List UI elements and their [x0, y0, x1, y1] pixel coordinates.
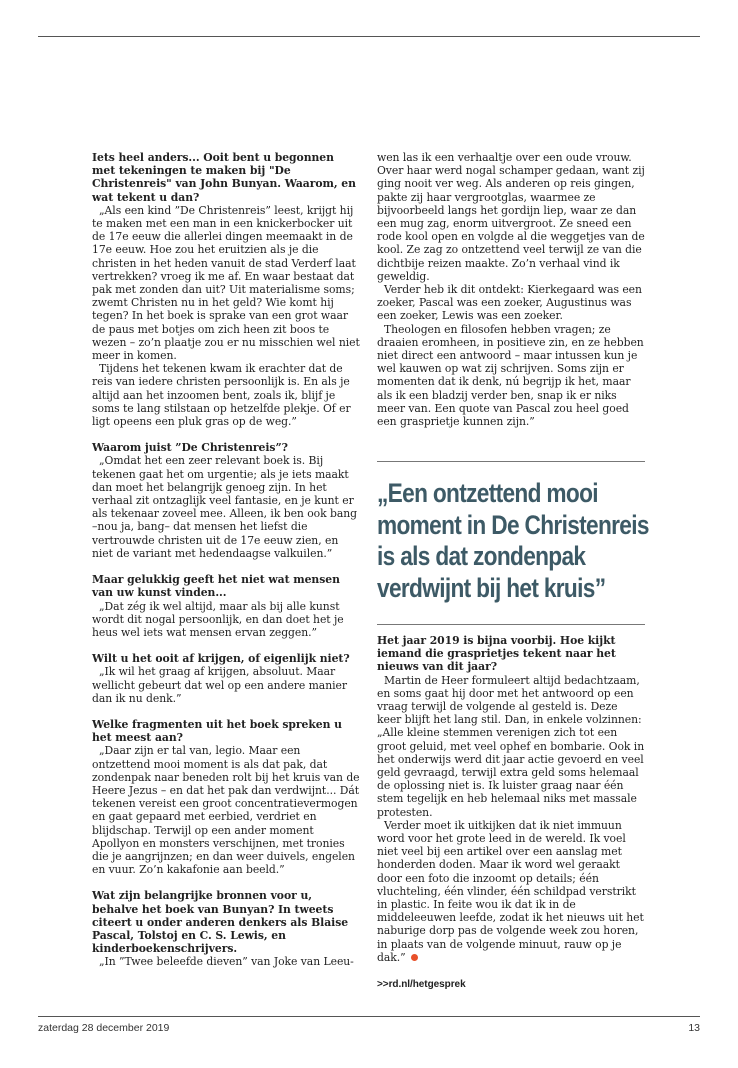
interview-question: Waarom juist ”De Christenreis”? [92, 441, 288, 455]
interview-answer: „In ”Twee beleefde dieven” van Joke van Leeu- [99, 955, 354, 969]
interview-question: Wat zijn belangrijke bronnen voor u, behalve het boek van Bunyan? In tweets citeert u onder anderen denkers als Blaise Pascal, Tolstoj en C. S. Lewis, en kinderboekenschrijvers. [92, 889, 349, 956]
paragraph-gap [92, 639, 360, 652]
interview-question: Welke fragmenten uit het boek spreken u het meest aan? [92, 717, 342, 745]
interview-answer: Verder moet ik uitkijken dat ik niet immuun word voor het grote leed in de wereld. Ik voel niet veel bij een artikel over een aanslag met honderden doden. Maar ik word wel geraakt door een foto die inzoomt op details; één vluchteling, één vlinder, één schildpad verstrikt in plastic. In feite wou ik dat ik in de middeleeuwen leefde, zodat ik het nieuws uit het naburige dorp pas de volgende week zou horen, in plaats van de volgende minuut, rauw op je dak.” [377, 818, 644, 964]
pullquote-rule-top [377, 461, 645, 462]
interview-answer: „Daar zijn er tal van, legio. Maar een ontzettend mooi moment is als dat pak, dat zondenpak naar beneden rolt bij het kruis van de Heere Jezus – en dat het pak dan verdwijnt... Dát tekenen vereist een groot concentratievermogen en gaat gepaard met eerbied, verdriet en blijdschap. Terwijl op een ander moment Apollyon en monsters verschijnen, met tronies die je aangrijnzen; en dan weer duivels, engelen en vuur. Zo’n kakafonie aan beeld.” [92, 744, 360, 877]
article-column-right-bottom [377, 634, 645, 991]
pullquote: „Een ontzettend mooi moment in De Christenreis is als dat zondenpak verdwijnt bij het kruis” [377, 478, 649, 603]
end-mark-icon [411, 954, 418, 961]
bottom-rule [38, 1016, 700, 1017]
interview-answer: „Ik wil het graag af krijgen, absoluut. Maar wellicht gebeurt dat wel op een andere manier dan ik nu denk.” [92, 665, 347, 705]
interview-question: Het jaar 2019 is bijna voorbij. Hoe kijkt iemand die grasprietjes tekent naar het nieuws van dit jaar? [377, 634, 616, 674]
interview-answer: Tijdens het tekenen kwam ik erachter dat de reis van iedere christen persoonlijk is. En als je altijd aan het inzoomen bent, zoals ik, blijf je soms te lang stilstaan op hetzelfde plekje. Of er ligt opeens een pluk gras op de weg.” [92, 362, 351, 429]
paragraph-gap [92, 705, 360, 718]
article-link[interactable]: >>rd.nl/hetgesprek [377, 979, 466, 991]
interview-question: Wilt u het ooit af krijgen, of eigenlijk niet? [92, 652, 350, 666]
paragraph-gap [92, 428, 360, 441]
interview-answer: „Omdat het een zeer relevant boek is. Bij tekenen gaat het om urgentie; als je iets maakt dan moet het belangrijk genoeg zijn. In het verhaal zit ontzaglijk veel fantasie, en je kunt er als tekenaar zoveel mee. Alleen, ik ben ook bang –nou ja, bang– dat mensen het liefst die vertrouwde christen uit de 17e eeuw zien, en niet de variant met hedendaagse valkuilen.” [92, 454, 357, 560]
article-column-right-top [377, 151, 645, 428]
paragraph-gap [92, 560, 360, 573]
article-column-left [92, 151, 360, 969]
interview-answer: „Als een kind ”De Christenreis” leest, krijgt hij te maken met een man in een knickerbocker uit de 17e eeuw die allerlei dingen meemaakt in de 17e eeuw. Hoe zou het eruitzien als je die christen in het heden vanuit de stad Verderf laat vertrekken? vroeg ik me af. En waar bestaat dat pak met zonden dan uit? Uit materialisme soms; zwemt Christen nu in het geld? Wie komt hij tegen? In het boek is sprake van een grot waar de paus met botjes om zich heen zit boos te wezen – zo’n plaatje zou er nu misschien wel niet meer in komen. [92, 203, 360, 363]
interview-answer: Theologen en filosofen hebben vragen; ze draaien eromheen, in positieve zin, en ze hebben niet direct een antwoord – maar intussen kun je wel kauwen op wat zij schrijven. Soms zijn er momenten dat ik denk, nú begrijp ik het, maar als ik een bladzij verder ben, snap ik er niks meer van. Een quote van Pascal zou heel goed een grasprietje kunnen zijn.” [377, 322, 644, 429]
top-rule [38, 36, 700, 37]
page-number: 13 [688, 1022, 700, 1034]
interview-answer: „Dat zég ik wel altijd, maar als bij alle kunst wordt dit nogal persoonlijk, en dan doet het je heus wel iets wat mensen ervan zeggen.” [92, 599, 344, 639]
interview-answer: Verder heb ik dit ontdekt: Kierkegaard was een zoeker, Pascal was een zoeker, Augustinus was een zoeker, Lewis was een zoeker. [377, 283, 642, 323]
paragraph-gap [92, 876, 360, 889]
interview-question: Maar gelukkig geeft het niet wat mensen van uw kunst vinden... [92, 573, 340, 600]
footer-date: zaterdag 28 december 2019 [38, 1022, 170, 1034]
pullquote-rule-bottom [377, 624, 645, 625]
interview-answer: wen las ik een verhaaltje over een oude vrouw. Over haar werd nogal schamper gedaan, want zij ging nooit ver weg. Als anderen op reis gingen, pakte zij haar vergrootglas, waarmee ze bijvoorbeeld langs het gordijn liep, waar ze dan een mug zag, enorm uitvergroot. Ze sneed een rode kool open en volgde al die weggetjes van de kool. Ze zag zo ontzettend veel terwijl ze van die dichtbije reizen maakte. Zo’n verhaal vind ik geweldig. [377, 151, 645, 283]
interview-question: Iets heel anders... Ooit bent u begonnen met tekeningen te maken bij "De Christenreis" van John Bunyan. Waarom, en wat tekent u dan? [92, 151, 356, 204]
interview-answer: Martin de Heer formuleert altijd bedachtzaam, en soms gaat hij door met het antwoord op een vraag terwijl de volgende al gesteld is. Deze keer blijft het lang stil. Dan, in enkele volzinnen: „Alle kleine stemmen verenigen zich tot een groot geluid, met veel ophef en bombarie. Ook in het onderwijs werd dit jaar actie gevoerd en veel geld gevraagd, terwijl extra geld soms helemaal de oplossing niet is. Ik luister graag naar één stem tegelijk en heb helemaal niks met massale protesten. [377, 673, 645, 819]
